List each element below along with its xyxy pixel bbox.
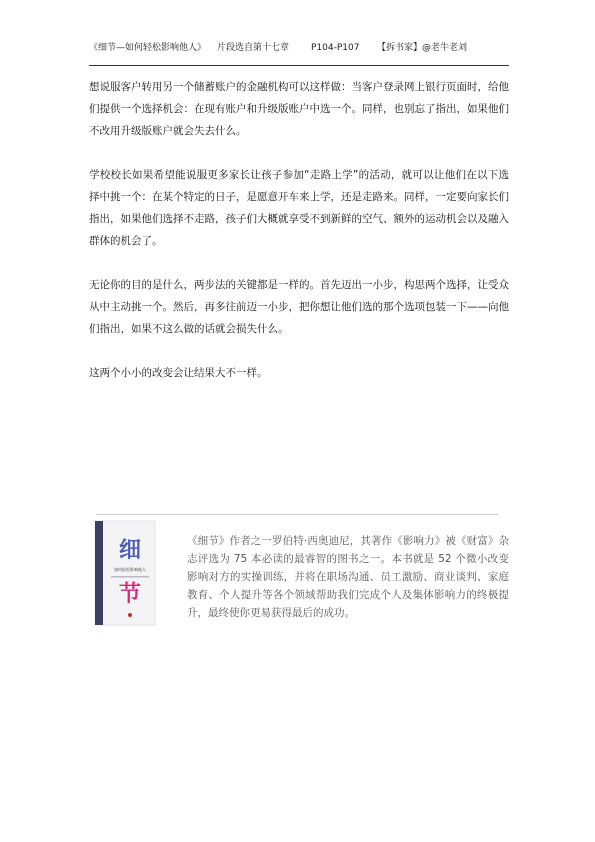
header-excerpt-source: 片段选自第十七章 [217,43,290,53]
promo-divider [96,514,498,515]
book-publisher-logo [128,613,132,617]
header-credit: 【拆书家】@老牛老刘 [377,43,468,53]
header-page-range: P104-P107 [311,43,360,53]
book-cover-image [93,519,157,627]
book-cover-title-char-2: 节 [118,582,142,607]
page-header [89,40,509,56]
book-cover-spine [95,521,103,625]
book-cover-rule [111,576,149,578]
article-paragraph-2: 学校校长如果希望能说服更多家长让孩子参加“走路上学”的活动，就可以让他们在以下选择中挑一个：在某个特定的日子，是愿意开车来上学，还是走路来。同样，一定要向家长们指出，如果他们选择不走路，孩子们大概就享受不到新鲜的空气、额外的运动机会以及融入群体的机会了。 [89,169,509,247]
header-book-title: 《细节—如何轻松影响他人》 [89,43,207,53]
header-divider [89,65,509,66]
book-promo-description: 《细节》作者之一罗伯特·西奥迪尼，其著作《影响力》被《财富》杂志评选为 75 本必读的最睿智的图书之一。本书就是 52 个微小改变影响对方的实操训练，并将在职场沟通、员工激励、商业谈判、家庭教育、个人提升等各个领域帮助我们完成个人及集体影响力的终极提升，最终使你更易获得最后的成功。 [187,535,509,619]
book-cover-face [95,521,155,625]
article-paragraph-4: 这两个小小的改变会让结果大不一样。 [89,367,268,379]
article-paragraph-1: 想说服客户转用另一个储蓄账户的金融机构可以这样做：当客户登录网上银行页面时，给他们提供一个选择机会：在现有账户和升级版账户中选一个。同样，也别忘了指出，如果他们不改用升级版账户就会失去什么。 [89,81,509,137]
book-cover-title-char-1: 细 [118,538,142,563]
book-cover-subtitle: 如何轻松影响他人 [114,567,146,572]
article-body [89,76,509,384]
article-paragraph-3: 无论你的目的是什么，两步法的关键都是一样的。首先迈出一小步，构思两个选择，让受众从中主动挑一个。然后，再多往前迈一小步，把你想让他们选的那个选项包装一下——向他们指出，如果不这么做的话就会损失什么。 [89,279,509,335]
